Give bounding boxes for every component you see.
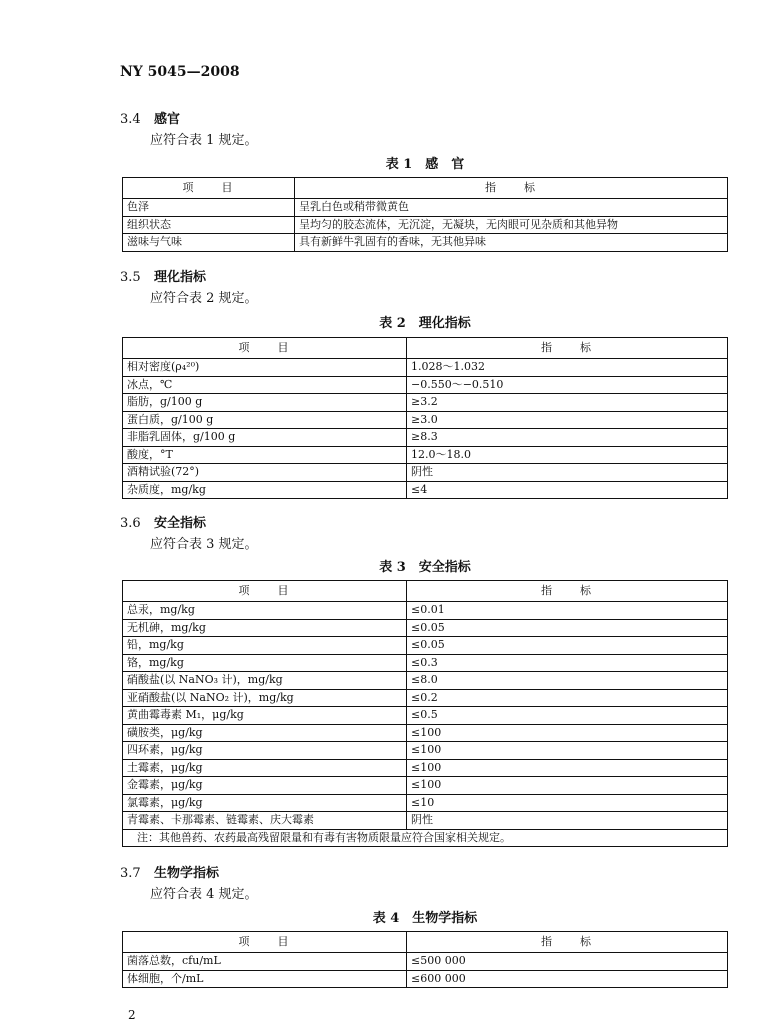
page-number: 2 bbox=[128, 1008, 136, 1022]
value-cell: ≤100 bbox=[407, 724, 728, 742]
item-cell: 磺胺类，μg/kg bbox=[123, 724, 407, 742]
value-cell: ≤0.5 bbox=[407, 707, 728, 725]
column-header: 指 标 bbox=[407, 932, 728, 953]
table-row bbox=[123, 429, 728, 447]
item-cell: 相对密度(ρ₄²⁰) bbox=[123, 359, 407, 377]
table-header-row bbox=[123, 932, 728, 953]
section-requirement: 应符合表 4 规定。 bbox=[150, 887, 258, 902]
section-heading bbox=[120, 862, 219, 881]
item-cell: 四环素，μg/kg bbox=[123, 742, 407, 760]
table-row bbox=[123, 953, 728, 971]
column-header: 指 标 bbox=[407, 581, 728, 602]
item-cell: 青霉素、卡那霉素、链霉素、庆大霉素 bbox=[123, 812, 407, 830]
table-row bbox=[123, 446, 728, 464]
section-number: 3.6 bbox=[120, 516, 141, 531]
table-row bbox=[123, 464, 728, 482]
item-cell: 黄曲霉毒素 M₁，μg/kg bbox=[123, 707, 407, 725]
table-caption: 表 4 生物学指标 bbox=[372, 911, 478, 926]
value-cell: 具有新鲜牛乳固有的香味，无其他异味 bbox=[295, 234, 728, 252]
physicochemical-table bbox=[122, 337, 728, 499]
table-row bbox=[123, 199, 728, 217]
table-row bbox=[123, 777, 728, 795]
document-number: NY 5045—2008 bbox=[120, 64, 240, 80]
sensory-table bbox=[122, 177, 728, 252]
item-cell: 氯霉素，μg/kg bbox=[123, 794, 407, 812]
item-cell: 铅，mg/kg bbox=[123, 637, 407, 655]
value-cell: ≤100 bbox=[407, 742, 728, 760]
section-requirement: 应符合表 1 规定。 bbox=[150, 133, 258, 148]
column-header: 指 标 bbox=[407, 338, 728, 359]
item-cell: 体细胞，个/mL bbox=[123, 970, 407, 988]
item-cell: 冰点，℃ bbox=[123, 376, 407, 394]
value-cell: ≤8.0 bbox=[407, 672, 728, 690]
value-cell: ≤600 000 bbox=[407, 970, 728, 988]
table-header-row bbox=[123, 338, 728, 359]
section-number: 3.5 bbox=[120, 270, 141, 285]
item-cell: 金霉素，μg/kg bbox=[123, 777, 407, 795]
table-row bbox=[123, 394, 728, 412]
value-cell: ≤10 bbox=[407, 794, 728, 812]
table-header-row bbox=[123, 178, 728, 199]
column-header: 项 目 bbox=[123, 581, 407, 602]
table-note-row bbox=[123, 829, 728, 847]
value-cell: ≤0.05 bbox=[407, 637, 728, 655]
table-row bbox=[123, 794, 728, 812]
item-cell: 酒精试验(72°) bbox=[123, 464, 407, 482]
section-title: 感官 bbox=[154, 112, 181, 127]
table-note: 注：其他兽药、农药最高残留限量和有毒有害物质限量应符合国家相关规定。 bbox=[123, 829, 728, 847]
table-row bbox=[123, 742, 728, 760]
item-cell: 杂质度，mg/kg bbox=[123, 481, 407, 499]
table-caption: 表 1 感 官 bbox=[385, 157, 465, 172]
section-title: 理化指标 bbox=[154, 270, 207, 285]
table-row bbox=[123, 724, 728, 742]
item-cell: 铬，mg/kg bbox=[123, 654, 407, 672]
table-caption: 表 2 理化指标 bbox=[379, 316, 471, 331]
table-header-row bbox=[123, 581, 728, 602]
item-cell: 无机砷，mg/kg bbox=[123, 619, 407, 637]
section-requirement: 应符合表 2 规定。 bbox=[150, 291, 258, 306]
table-row bbox=[123, 481, 728, 499]
table-row bbox=[123, 812, 728, 830]
value-cell: ≥3.0 bbox=[407, 411, 728, 429]
value-cell: ≤500 000 bbox=[407, 953, 728, 971]
value-cell: ≥8.3 bbox=[407, 429, 728, 447]
value-cell: ≤0.3 bbox=[407, 654, 728, 672]
table-row bbox=[123, 234, 728, 252]
table-caption: 表 3 安全指标 bbox=[379, 560, 471, 575]
safety-table bbox=[122, 580, 728, 847]
value-cell: ≤0.01 bbox=[407, 602, 728, 620]
table-row bbox=[123, 602, 728, 620]
section-title: 生物学指标 bbox=[154, 866, 220, 881]
item-cell: 总汞，mg/kg bbox=[123, 602, 407, 620]
item-cell: 菌落总数，cfu/mL bbox=[123, 953, 407, 971]
table-row bbox=[123, 637, 728, 655]
column-header: 项 目 bbox=[123, 338, 407, 359]
table-row bbox=[123, 619, 728, 637]
table-row bbox=[123, 759, 728, 777]
value-cell: 呈乳白色或稍带微黄色 bbox=[295, 199, 728, 217]
value-cell: 阴性 bbox=[407, 812, 728, 830]
table-row bbox=[123, 689, 728, 707]
section-requirement: 应符合表 3 规定。 bbox=[150, 537, 258, 552]
item-cell: 脂肪，g/100 g bbox=[123, 394, 407, 412]
biological-table bbox=[122, 931, 728, 988]
section-number: 3.7 bbox=[120, 866, 141, 881]
column-header: 项 目 bbox=[123, 178, 295, 199]
section-number: 3.4 bbox=[120, 112, 141, 127]
table-row bbox=[123, 411, 728, 429]
item-cell: 硝酸盐(以 NaNO₃ 计)，mg/kg bbox=[123, 672, 407, 690]
value-cell: −0.550～−0.510 bbox=[407, 376, 728, 394]
table-row bbox=[123, 707, 728, 725]
value-cell: ≤0.05 bbox=[407, 619, 728, 637]
item-cell: 蛋白质，g/100 g bbox=[123, 411, 407, 429]
column-header: 项 目 bbox=[123, 932, 407, 953]
table-row bbox=[123, 359, 728, 377]
section-heading bbox=[120, 266, 206, 285]
item-cell: 亚硝酸盐(以 NaNO₂ 计)，mg/kg bbox=[123, 689, 407, 707]
item-cell: 土霉素，μg/kg bbox=[123, 759, 407, 777]
item-cell: 非脂乳固体，g/100 g bbox=[123, 429, 407, 447]
value-cell: ≥3.2 bbox=[407, 394, 728, 412]
section-title: 安全指标 bbox=[154, 516, 207, 531]
value-cell: ≤4 bbox=[407, 481, 728, 499]
section-heading bbox=[120, 512, 206, 531]
column-header: 指 标 bbox=[295, 178, 728, 199]
table-row bbox=[123, 672, 728, 690]
value-cell: ≤0.2 bbox=[407, 689, 728, 707]
table-row bbox=[123, 216, 728, 234]
value-cell: 1.028～1.032 bbox=[407, 359, 728, 377]
value-cell: ≤100 bbox=[407, 759, 728, 777]
value-cell: ≤100 bbox=[407, 777, 728, 795]
item-cell: 酸度，°T bbox=[123, 446, 407, 464]
value-cell: 12.0～18.0 bbox=[407, 446, 728, 464]
item-cell: 滋味与气味 bbox=[123, 234, 295, 252]
value-cell: 阴性 bbox=[407, 464, 728, 482]
item-cell: 色泽 bbox=[123, 199, 295, 217]
value-cell: 呈均匀的胶态流体，无沉淀，无凝块，无肉眼可见杂质和其他异物 bbox=[295, 216, 728, 234]
item-cell: 组织状态 bbox=[123, 216, 295, 234]
table-row bbox=[123, 654, 728, 672]
table-row bbox=[123, 970, 728, 988]
table-row bbox=[123, 376, 728, 394]
section-heading bbox=[120, 108, 180, 127]
